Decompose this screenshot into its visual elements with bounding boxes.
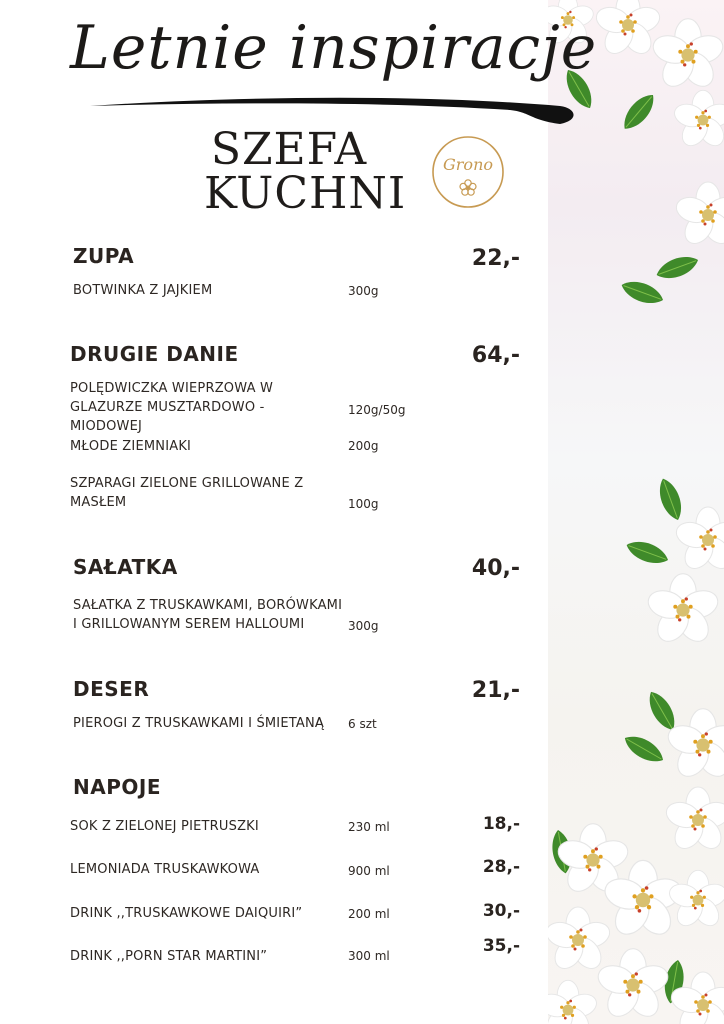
grono-logo xyxy=(430,134,506,210)
logo-wordmark: Grono xyxy=(443,155,493,174)
menu-item: DRINK ,,PORN STAR MARTINI” xyxy=(70,949,268,964)
menu-item-qty: 900 ml xyxy=(348,864,390,878)
price-deser: 21,- xyxy=(471,678,520,703)
price-salatka: 40,- xyxy=(471,556,520,581)
chef-title-line1: SZEFA xyxy=(210,124,368,175)
chef-title-line2: KUCHNI xyxy=(204,168,407,219)
menu-item-qty: 300g xyxy=(348,619,379,633)
menu-item: BOTWINKA Z JAJKIEM xyxy=(73,283,213,298)
script-title: Letnie inspiracje xyxy=(70,13,598,83)
menu-item-price: 28,- xyxy=(482,857,520,877)
section-title-napoje: NAPOJE xyxy=(73,775,161,799)
menu-item-qty: 100g xyxy=(348,497,379,511)
menu-item-qty: 200g xyxy=(348,439,379,453)
menu-item: SAŁATKA Z TRUSKAWKAMI, BORÓWKAMI I GRILLOWANYM SEREM HALLOUMI xyxy=(73,598,343,632)
menu-item-qty: 120g/50g xyxy=(348,403,406,417)
menu-item-price: 30,- xyxy=(482,901,520,921)
menu-item: LEMONIADA TRUSKAWKOWA xyxy=(70,862,260,877)
menu-item: MŁODE ZIEMNIAKI xyxy=(70,439,192,454)
section-title-deser: DESER xyxy=(73,677,150,701)
menu-item: PIEROGI Z TRUSKAWKAMI I ŚMIETANĄ xyxy=(73,716,325,731)
section-title-zupa: ZUPA xyxy=(73,244,135,268)
section-title-drugie-danie: DRUGIE DANIE xyxy=(70,342,239,366)
cherry-blossom-illustration xyxy=(548,0,724,1024)
menu-item: POLĘDWICZKA WIEPRZOWA W GLAZURZE MUSZTARDOWO - MIODOWEJ xyxy=(70,381,274,434)
price-drugie-danie: 64,- xyxy=(471,343,520,368)
price-zupa: 22,- xyxy=(471,246,520,271)
section-title-salatka: SAŁATKA xyxy=(73,555,178,579)
menu-item-qty: 6 szt xyxy=(348,717,377,731)
menu-item-qty: 300g xyxy=(348,284,379,298)
floral-decoration xyxy=(548,0,724,1024)
menu-item: SZPARAGI ZIELONE GRILLOWANE Z MASŁEM xyxy=(70,476,304,510)
menu-item-qty: 200 ml xyxy=(348,907,390,921)
menu-item-price: 35,- xyxy=(482,936,520,956)
menu-item: SOK Z ZIELONEJ PIETRUSZKI xyxy=(70,819,259,834)
menu-item-qty: 300 ml xyxy=(348,949,390,963)
menu-item-qty: 230 ml xyxy=(348,820,390,834)
menu-item: DRINK ,,TRUSKAWKOWE DAIQUIRI” xyxy=(70,906,303,921)
menu-item-price: 18,- xyxy=(482,814,520,834)
